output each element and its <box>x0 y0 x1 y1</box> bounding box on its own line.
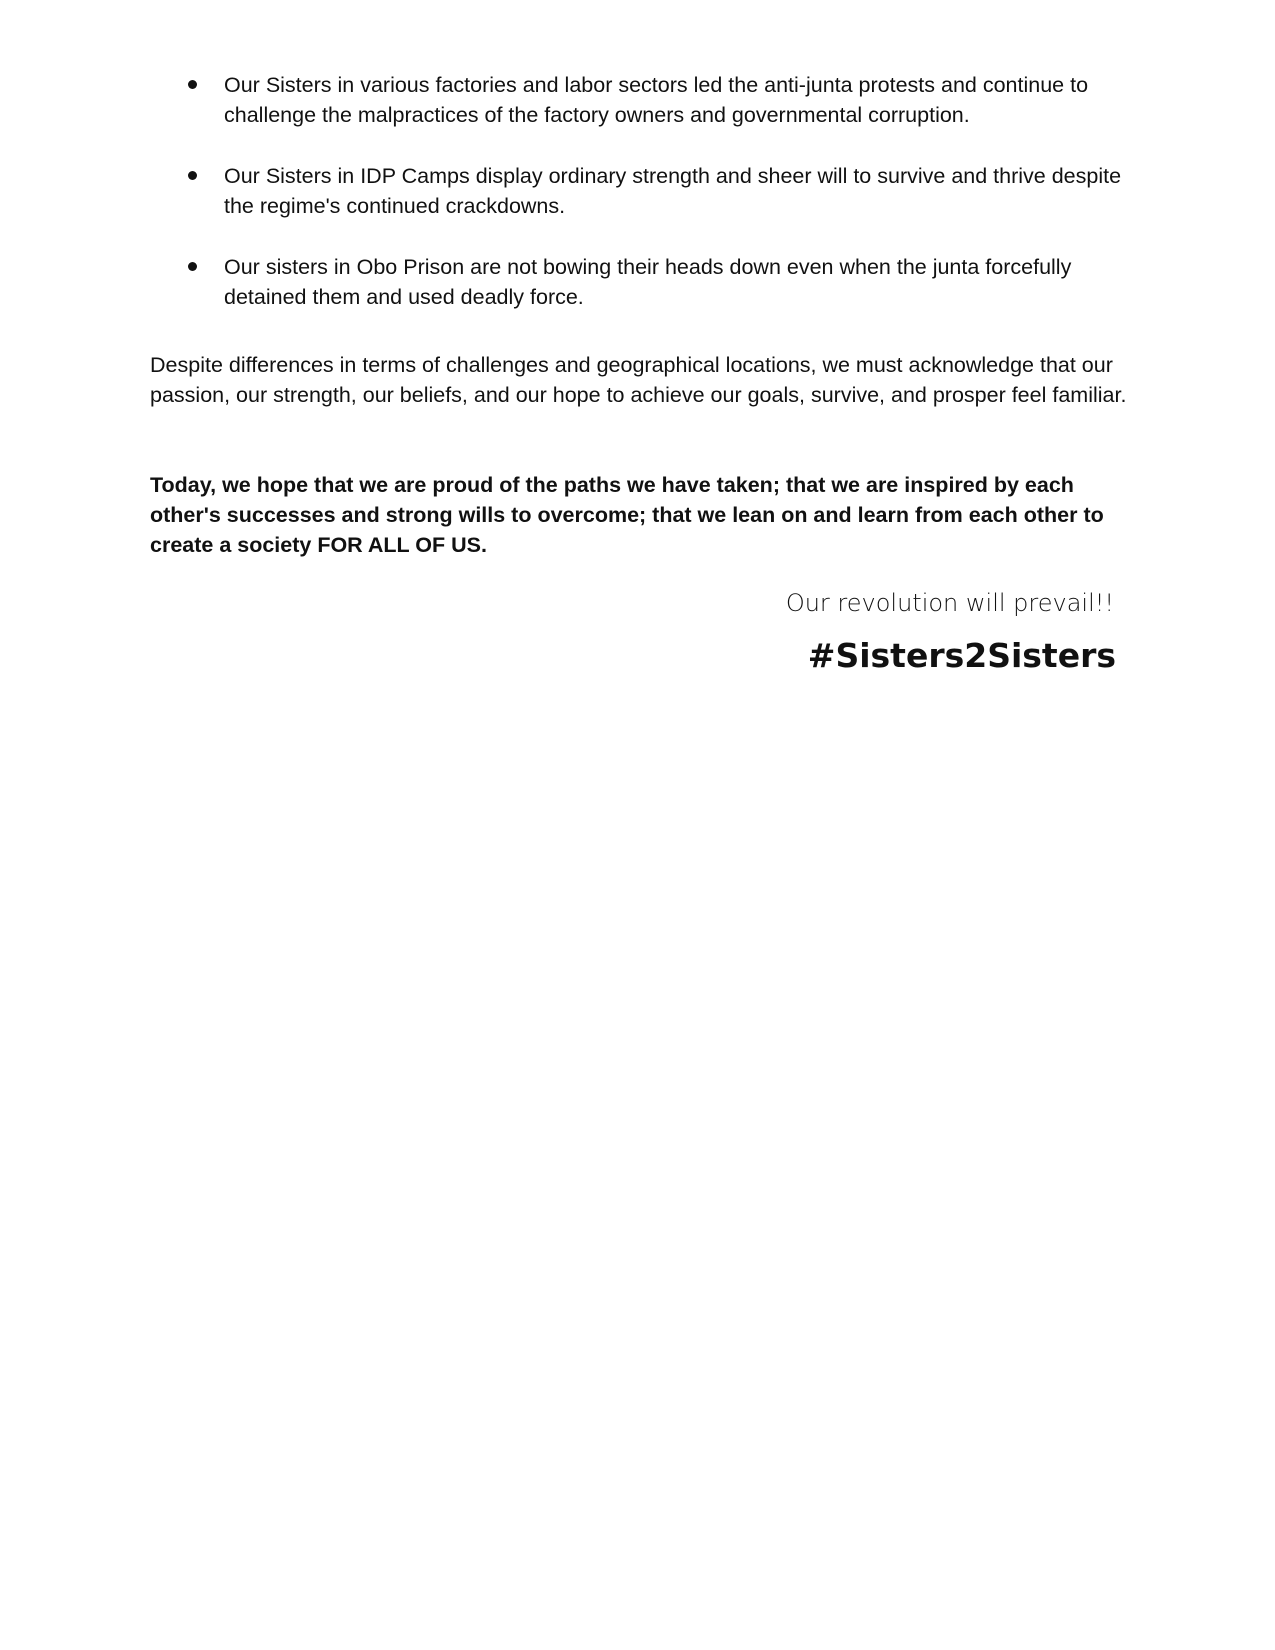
bullet-dot-icon <box>188 262 197 271</box>
bullet-item-obo-prison <box>150 252 1130 312</box>
bullet-text: Our Sisters in IDP Camps display ordinary strength and sheer will to survive and thrive despite the regime's continued crackdowns. <box>224 164 1122 218</box>
bullet-list <box>150 70 1130 343</box>
closing-line: Our revolution will prevail!! <box>785 589 1114 617</box>
paragraph-today-bold: Today, we hope that we are proud of the paths we have taken; that we are inspired by each other's successes and strong wills to overcome; that we lean on and learn from each other to create a society FOR ALL OF US. <box>150 473 1104 557</box>
bullet-item-idp-camps <box>150 161 1130 221</box>
bullet-text: Our Sisters in various factories and labor sectors led the anti-junta protests and continue to challenge the malpractices of the factory owners and governmental corruption. <box>224 73 1089 127</box>
hashtag: #Sisters2Sisters <box>807 636 1116 675</box>
bullet-text: Our sisters in Obo Prison are not bowing their heads down even when the junta forcefully detained them and used deadly force. <box>224 255 1072 309</box>
bullet-item-factories <box>150 70 1130 130</box>
bullet-dot-icon <box>188 80 197 89</box>
bullet-dot-icon <box>188 171 197 180</box>
paragraph-differences: Despite differences in terms of challenges and geographical locations, we must acknowledge that our passion, our strength, our beliefs, and our hope to achieve our goals, survive, and prosper feel familiar. <box>150 353 1127 407</box>
